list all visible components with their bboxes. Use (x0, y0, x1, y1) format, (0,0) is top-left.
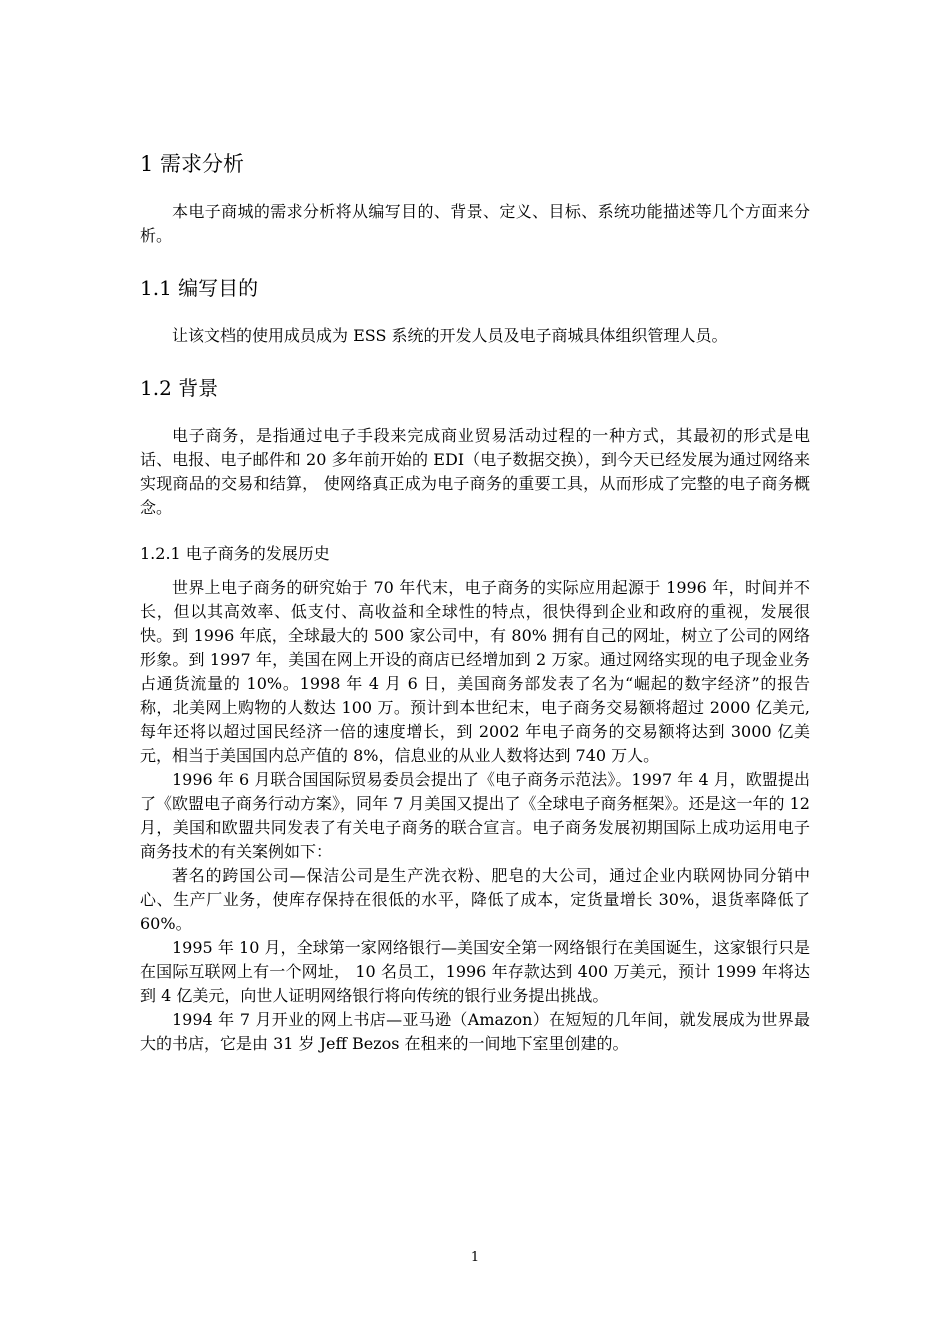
intro-paragraph: 本电子商城的需求分析将从编写目的、背景、定义、目标、系统功能描述等几个方面来分析。 (140, 202, 810, 245)
heading-history: 1.2.1 电子商务的发展历史 (140, 544, 330, 563)
purpose-paragraph: 让该文档的使用成员成为 ESS 系统的开发人员及电子商城具体组织管理人员。 (172, 326, 728, 345)
history-paragraph-4: 1995 年 10 月，全球第一家网络银行—美国安全第一网络银行在美国诞生，这家银行只是在国际互联网上有一个网址， 10 名员工，1996 年存款达到 400 万美元，预计 1999 年将达到 4 亿美元，向世人证明网络银行将向传统的银行业务提出挑战。 (140, 938, 810, 1005)
page-number: 1 (470, 1250, 480, 1265)
history-paragraph-5: 1994 年 7 月开业的网上书店—亚马逊（Amazon）在短短的几年间，就发展成为世界最大的书店，它是由 31 岁 Jeff Bezos 在租来的一间地下室里创建的。 (140, 1010, 810, 1053)
history-paragraph-1: 世界上电子商务的研究始于 70 年代末，电子商务的实际应用起源于 1996 年，时间并不长，但以其高效率、低支付、高收益和全球性的特点，很快得到企业和政府的重视，发展很快。到 1996 年底，全球最大的 500 家公司中，有 80% 拥有自己的网址，树立了公司的网络形象。到 1997 年，美国在网上开设的商店已经增加到 2 万家。通过网络实现的电子现金业务占通货流量的 10%。1998 年 4 月 6 日，美国商务部发表了名为“崛起的数字经济”的报告称，北美网上购物的人数达 100 万。预计到本世纪末，电子商务交易额将超过 2000 亿美元,每年还将以超过国民经济一倍的速度增长，到 2002 年电子商务的交易额将达到 3000 亿美元，相当于美国国内总产值的 8%，信息业的从业人数将达到 740 万人。 (140, 578, 810, 765)
heading-background: 1.2 背景 (140, 376, 219, 400)
history-paragraph-3: 著名的跨国公司—保洁公司是生产洗衣粉、肥皂的大公司，通过企业内联网协同分销中心、生产厂业务，使库存保持在很低的水平，降低了成本，定货量增长 30%，退货率降低了 60%。 (140, 866, 810, 933)
history-paragraph-2: 1996 年 6 月联合国国际贸易委员会提出了《电子商务示范法》。1997 年 4 月，欧盟提出了《欧盟电子商务行动方案》，同年 7 月美国又提出了《全球电子商务框架》。还是这一年的 12 月，美国和欧盟共同发表了有关电子商务的联合宣言。电子商务发展初期国际上成功运用电子商务技术的有关案例如下： (140, 770, 810, 861)
page-content (140, 150, 810, 1056)
heading-purpose: 1.1 编写目的 (140, 276, 259, 300)
background-paragraph: 电子商务，是指通过电子手段来完成商业贸易活动过程的一种方式，其最初的形式是电话、电报、电子邮件和 20 多年前开始的 EDI（电子数据交换），到今天已经发展为通过网络来实现商品的交易和结算， 使网络真正成为电子商务的重要工具，从而形成了完整的电子商务概念。 (140, 426, 810, 517)
heading-requirements-analysis: 1 需求分析 (140, 152, 245, 176)
